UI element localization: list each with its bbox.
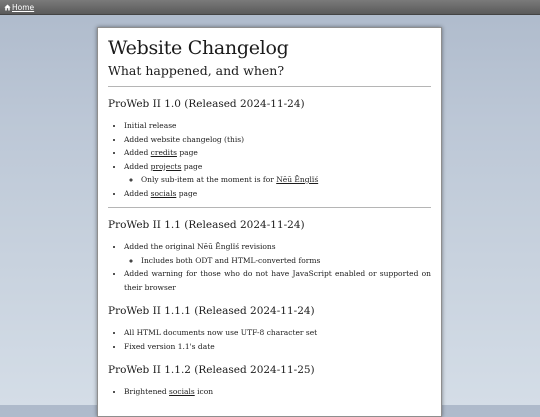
change-list (108, 119, 431, 200)
release-heading: ProWeb II 1.1 (Released 2024-11-24) (108, 219, 305, 231)
list-item: • Added warning for those who do not have JavaScript enabled or supported on their browser (124, 267, 431, 294)
item-text: Added (124, 148, 151, 157)
list-item: • Fixed version 1.1's date (124, 340, 431, 354)
socials-link[interactable]: socials (169, 387, 195, 396)
divider (108, 86, 431, 87)
item-text: page (181, 161, 203, 171)
item-text: page (176, 188, 198, 198)
list-item (124, 146, 431, 160)
home-link-label[interactable]: Home (12, 2, 35, 12)
home-icon (4, 4, 11, 11)
list-item (124, 385, 431, 399)
home-link[interactable] (4, 3, 34, 12)
list-item (124, 187, 431, 201)
changelog-panel (97, 27, 442, 417)
page-subtitle: What happened, and when? (108, 63, 285, 78)
sub-list-item: ◦ Includes both ODT and HTML-converted forms (141, 254, 431, 268)
sub-list-item (141, 173, 431, 187)
release-heading: ProWeb II 1.1.2 (Released 2024-11-25) (108, 364, 315, 376)
change-list (108, 385, 431, 399)
credits-link[interactable]: credits (150, 148, 177, 157)
item-text: Added (124, 188, 151, 198)
neu-english-link[interactable]: Nēū Ēnglïś (276, 175, 319, 184)
sub-list (124, 173, 431, 187)
item-text: Brightened (124, 387, 170, 396)
list-item: • Initial release (124, 119, 431, 133)
list-item: • All HTML documents now use UTF-8 character set (124, 326, 431, 340)
sub-list (124, 254, 431, 268)
list-item: • Added website changelog (this) (124, 133, 431, 147)
list-item (124, 240, 431, 267)
page-title: Website Changelog (108, 37, 289, 59)
top-nav-bar (0, 0, 540, 15)
divider (108, 207, 431, 208)
item-text: Added the original Nēū Ēnglïś revisions (124, 242, 276, 251)
change-list (108, 326, 431, 353)
projects-link[interactable]: projects (150, 161, 182, 171)
item-text: Only sub-item at the moment is for (141, 175, 277, 184)
release-heading: ProWeb II 1.1.1 (Released 2024-11-24) (108, 305, 315, 317)
socials-link[interactable]: socials (150, 188, 177, 198)
item-text: icon (194, 387, 214, 396)
list-item (124, 160, 431, 187)
item-text: page (176, 148, 198, 157)
release-heading: ProWeb II 1.0 (Released 2024-11-24) (108, 98, 305, 110)
change-list (108, 240, 431, 294)
item-text: Added (124, 161, 151, 171)
